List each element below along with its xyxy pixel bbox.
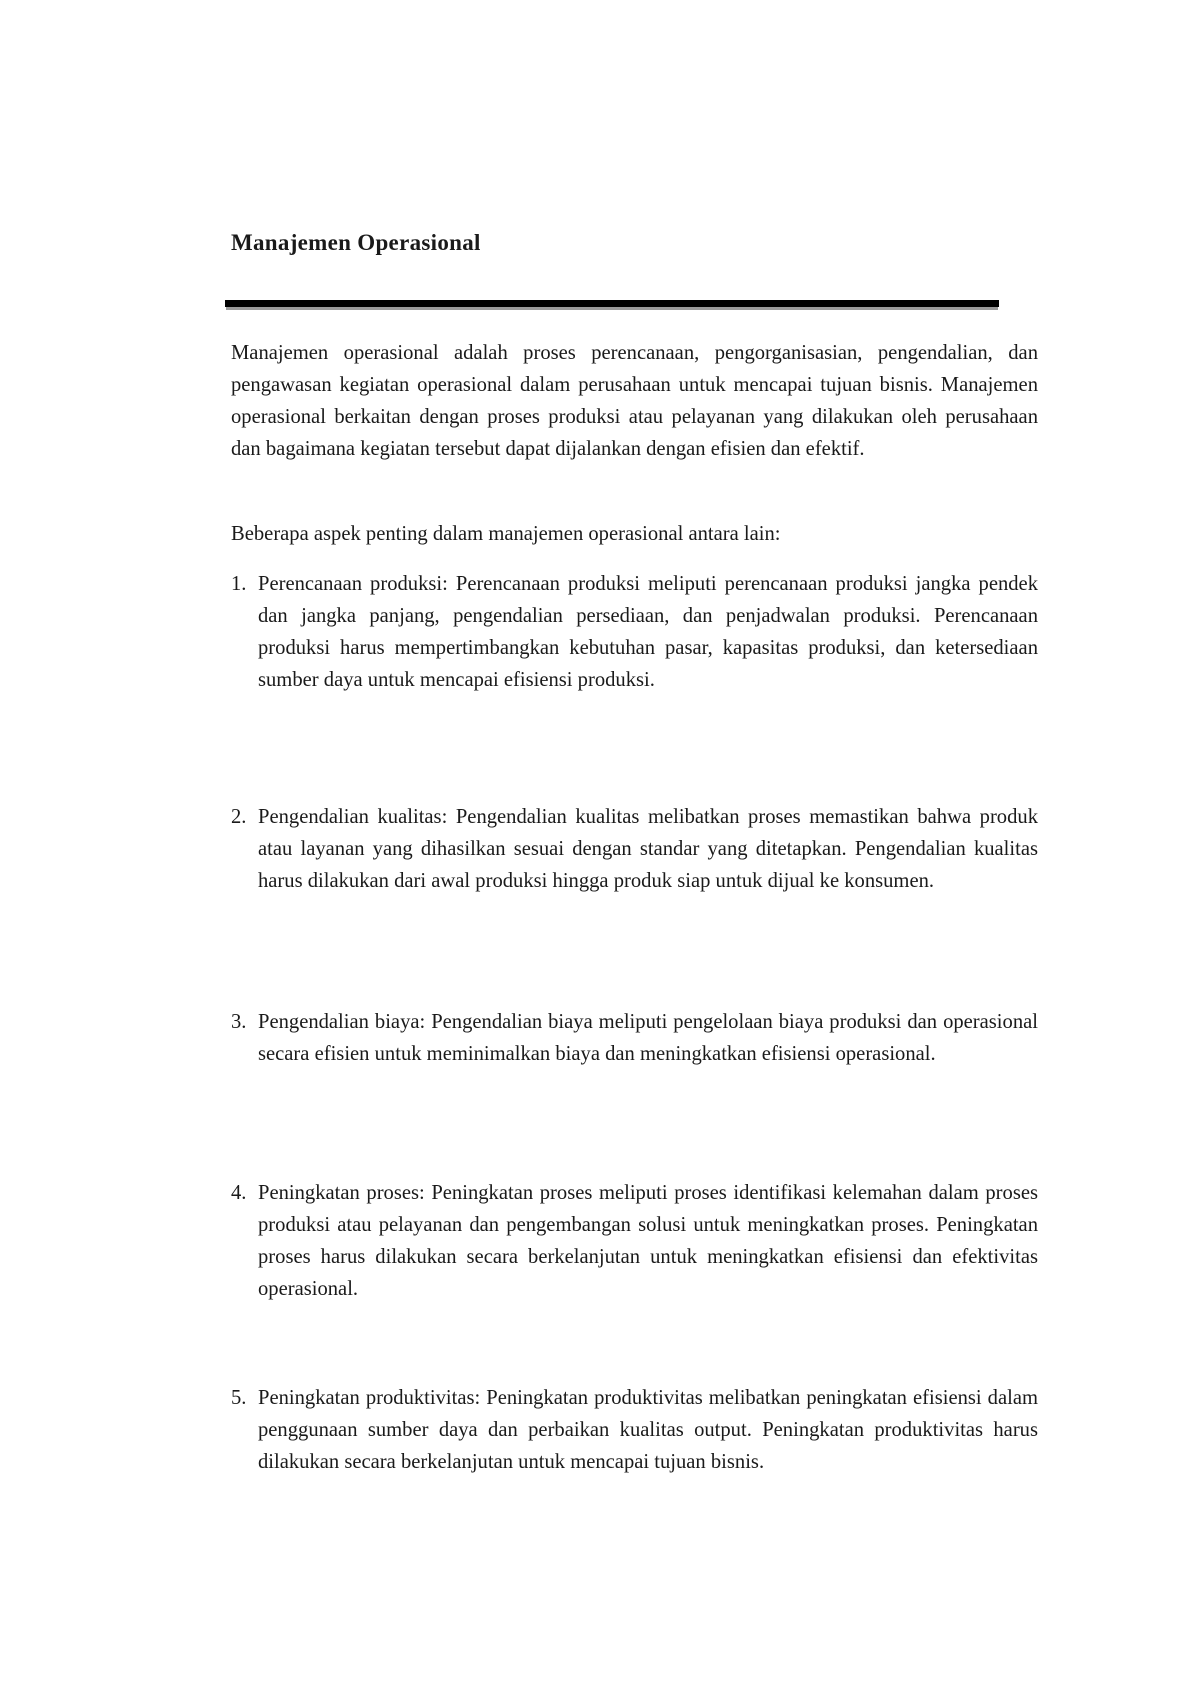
list-lead-paragraph: Beberapa aspek penting dalam manajemen operasional antara lain: bbox=[231, 523, 781, 545]
list-item-number: 2. bbox=[231, 806, 247, 828]
list-item-text: Perencanaan produksi: Perencanaan produksi meliputi perencanaan produksi jangka pendek dan jangka panjang, pengendalian persediaan, dan penjadwalan produksi. Perencanaan produksi harus mempertimbangkan kebutuhan pasar, kapasitas produksi, dan ketersediaan sumber daya untuk mencapai efisiensi produksi. bbox=[258, 573, 1038, 691]
list-item-text: Peningkatan proses: Peningkatan proses meliputi proses identifikasi kelemahan dalam proses produksi atau pelayanan dan pengembangan solusi untuk meningkatkan proses. Peningkatan proses harus dilakukan secara berkelanjutan untuk meningkatkan efisiensi dan efektivitas operasional. bbox=[258, 1182, 1038, 1300]
list-item bbox=[231, 801, 1038, 897]
list-item-number: 3. bbox=[231, 1011, 247, 1033]
list-item-number: 4. bbox=[231, 1182, 247, 1204]
list-item-text: Pengendalian biaya: Pengendalian biaya meliputi pengelolaan biaya produksi dan operasional secara efisien untuk meminimalkan biaya dan meningkatkan efisiensi operasional. bbox=[258, 1011, 1038, 1065]
list-item-text: Pengendalian kualitas: Pengendalian kualitas melibatkan proses memastikan bahwa produk atau layanan yang dihasilkan sesuai dengan standar yang ditetapkan. Pengendalian kualitas harus dilakukan dari awal produksi hingga produk siap untuk dijual ke konsumen. bbox=[258, 806, 1038, 892]
intro-paragraph: Manajemen operasional adalah proses perencanaan, pengorganisasian, pengendalian, dan pengawasan kegiatan operasional dalam perusahaan untuk mencapai tujuan bisnis. Manajemen operasional berkaitan dengan proses produksi atau pelayanan yang dilakukan oleh perusahaan dan bagaimana kegiatan tersebut dapat dijalankan dengan efisien dan efektif. bbox=[231, 342, 1038, 460]
list-item-text: Peningkatan produktivitas: Peningkatan produktivitas melibatkan peningkatan efisiensi dalam penggunaan sumber daya dan perbaikan kualitas output. Peningkatan produktivitas harus dilakukan secara berkelanjutan untuk mencapai tujuan bisnis. bbox=[258, 1387, 1038, 1473]
list-item bbox=[231, 1177, 1038, 1305]
document-title: Manajemen Operasional bbox=[231, 230, 481, 255]
title-divider bbox=[225, 300, 999, 307]
list-item bbox=[231, 1006, 1038, 1070]
list-item-number: 5. bbox=[231, 1387, 247, 1409]
list-item bbox=[231, 1382, 1038, 1478]
list-item-number: 1. bbox=[231, 573, 247, 595]
list-item bbox=[231, 568, 1038, 696]
